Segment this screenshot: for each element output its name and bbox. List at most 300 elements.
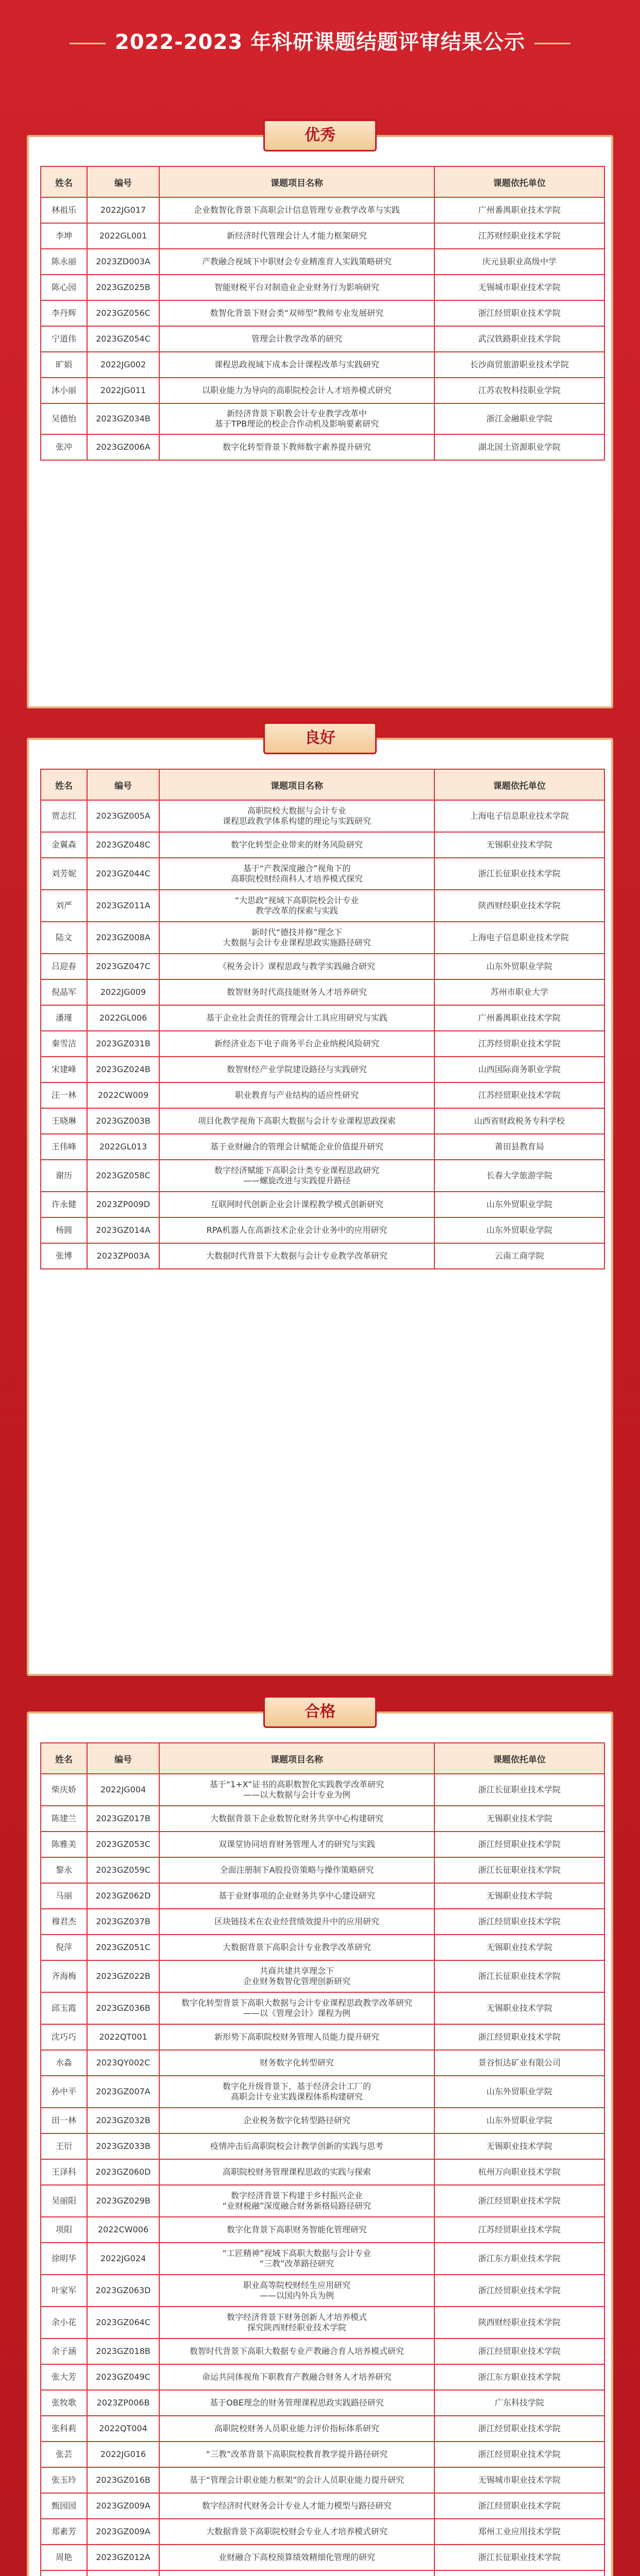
cell-project: “大思政”视域下高职院校会计专业 教学改革的探索与实践	[159, 890, 434, 922]
table-row	[41, 197, 604, 223]
cell-project	[159, 2570, 434, 2576]
cell-name: 贾志红	[41, 800, 87, 832]
table-row	[41, 1909, 604, 1935]
cell-name: 柴庆娇	[41, 1774, 87, 1806]
section-badge: 良好	[263, 722, 377, 754]
cell-name: 王泽科	[41, 2159, 87, 2185]
cell-name: 倪晶军	[41, 979, 87, 1005]
cell-name: 王伟峰	[41, 1134, 87, 1160]
cell-project: 双课堂协同培育财务管理人才的研究与实践	[159, 1832, 434, 1857]
cell-name: 余子涵	[41, 2338, 87, 2364]
cell-unit: 无锡职业技术学院	[434, 1806, 604, 1832]
column-header: 课题依托单位	[434, 1743, 604, 1774]
table-row	[41, 858, 604, 890]
cell-name: 王晓琳	[41, 1108, 87, 1134]
table-row	[41, 2024, 604, 2050]
cell-code: 2022GL001	[87, 223, 159, 249]
cell-unit: 浙江长征职业技术学院	[434, 2545, 604, 2570]
table-row	[41, 352, 604, 378]
cell-unit: 庆元县职业高级中学	[434, 249, 604, 275]
cell-name: 陈建兰	[41, 1806, 87, 1832]
cell-code: 2023GZ018B	[87, 2338, 159, 2364]
cell-unit: 武汉铁路职业技术学院	[434, 326, 604, 352]
cell-name: 张冲	[41, 434, 87, 460]
cell-name: 田一林	[41, 2108, 87, 2133]
column-header: 课题项目名称	[159, 1743, 434, 1774]
cell-project: 疫情冲击后高职院校会计教学创新的实践与思考	[159, 2133, 434, 2159]
table-row	[41, 2519, 604, 2545]
cell-code: 2023GZ005A	[87, 800, 159, 832]
cell-code: 2023GZ009A	[87, 2519, 159, 2545]
cell-project: 职业教育与产业结构的适应性研究	[159, 1082, 434, 1108]
cell-unit: 上海电子信息职业技术学院	[434, 922, 604, 954]
title-decoration-left	[70, 43, 106, 44]
cell-project: 全面注册制下A股投资策略与操作策略研究	[159, 1857, 434, 1883]
cell-code: 2023GZ044C	[87, 858, 159, 890]
cell-unit: 郑州工业应用技术学院	[434, 2519, 604, 2545]
title-decoration-right	[534, 43, 570, 44]
table-row	[41, 2108, 604, 2133]
cell-name: 秦雪洁	[41, 1031, 87, 1057]
cell-unit: 浙江经贸职业技术学院	[434, 2275, 604, 2307]
table-row	[41, 890, 604, 922]
cell-unit: 陕西财经职业技术学院	[434, 890, 604, 922]
cell-project: 基于OBE理念的财务管理课程思政实践路径研究	[159, 2390, 434, 2416]
table-row	[41, 2338, 604, 2364]
cell-code: 2023GZ007A	[87, 2076, 159, 2108]
cell-project: 产教融合视域下中职财会专业精准育人实践策略研究	[159, 249, 434, 275]
cell-project: 数智财务时代高技能财务人才培养研究	[159, 979, 434, 1005]
table-row	[41, 2133, 604, 2159]
column-header: 课题依托单位	[434, 166, 604, 197]
cell-code: 2023GZ056C	[87, 300, 159, 326]
table-row	[41, 1857, 604, 1883]
cell-code: 2023GZ060D	[87, 2159, 159, 2185]
cell-project: 区块链技术在农业经营绩效提升中的应用研究	[159, 1909, 434, 1935]
cell-unit: 江苏经贸职业技术学院	[434, 1082, 604, 1108]
table-row	[41, 378, 604, 403]
cell-name: 沐小丽	[41, 378, 87, 403]
cell-unit: 山东外贸职业学院	[434, 1217, 604, 1243]
cell-code: 2022GL006	[87, 1005, 159, 1031]
table-row	[41, 922, 604, 954]
cell-code: 2023GZ032B	[87, 2108, 159, 2133]
results-table	[40, 769, 605, 1269]
column-header: 姓名	[41, 769, 87, 800]
cell-project: 大数据背景下高职院校财会专业人才培养模式研究	[159, 2519, 434, 2545]
cell-code: 2023ZP006B	[87, 2390, 159, 2416]
cell-name: 林祖乐	[41, 197, 87, 223]
column-header: 编号	[87, 769, 159, 800]
cell-project: 企业税务数字化转型路径研究	[159, 2108, 434, 2133]
column-header: 课题依托单位	[434, 769, 604, 800]
cell-code: 2023GZ049C	[87, 2364, 159, 2390]
cell-unit: 杭州万向职业技术学院	[434, 2159, 604, 2185]
cell-unit: 无锡职业技术学院	[434, 1935, 604, 1960]
cell-unit: 江苏财经职业技术学院	[434, 223, 604, 249]
cell-code: 2023GZ036B	[87, 1992, 159, 2024]
table-row	[41, 2364, 604, 2390]
cell-code: 2023GZ058C	[87, 1160, 159, 1192]
table-row	[41, 1217, 604, 1243]
table-row	[41, 1134, 604, 1160]
cell-unit: 苏州市职业大学	[434, 979, 604, 1005]
cell-name: 穆君杰	[41, 1909, 87, 1935]
cell-code: 2023GZ054C	[87, 326, 159, 352]
cell-unit: 云南工商学院	[434, 1243, 604, 1269]
column-header: 姓名	[41, 1743, 87, 1774]
cell-project: “三教”改革背景下高职院校教育教学提升路径研究	[159, 2442, 434, 2467]
cell-project: 基于“管理会计职业能力框架”的会计人员职业能力提升研究	[159, 2467, 434, 2493]
table-row	[41, 2243, 604, 2275]
section-badge: 合格	[263, 1696, 377, 1728]
cell-unit: 浙江长征职业技术学院	[434, 1774, 604, 1806]
cell-name: 宋建峰	[41, 1057, 87, 1082]
table-row	[41, 2442, 604, 2467]
cell-unit: 无锡城市职业技术学院	[434, 275, 604, 300]
cell-name: 旷娟	[41, 352, 87, 378]
cell-name: 张芸	[41, 2442, 87, 2467]
cell-unit: 浙江长征职业技术学院	[434, 1857, 604, 1883]
cell-code: 2023GZ048C	[87, 832, 159, 858]
cell-unit: 无锡职业技术学院	[434, 2133, 604, 2159]
table-row	[41, 1935, 604, 1960]
cell-name: 王衍	[41, 2133, 87, 2159]
cell-name: 沈巧巧	[41, 2024, 87, 2050]
cell-code: 2022GL013	[87, 1134, 159, 1160]
cell-name: 叶家军	[41, 2275, 87, 2307]
table-row	[41, 2307, 604, 2338]
cell-name	[41, 2570, 87, 2576]
table-row	[41, 1031, 604, 1057]
cell-unit: 广州番禺职业技术学院	[434, 1005, 604, 1031]
cell-project: 基于业财融合的管理会计赋能企业价值提升研究	[159, 1134, 434, 1160]
cell-unit: 浙江经贸职业技术学院	[434, 2416, 604, 2442]
cell-project: 互联网时代创新企业会计课程教学模式创新研究	[159, 1192, 434, 1217]
cell-project: 大数据时代背景下大数据与会计专业教学改革研究	[159, 1243, 434, 1269]
column-header: 姓名	[41, 166, 87, 197]
cell-name: 张玉玲	[41, 2467, 87, 2493]
cell-code: 2023GZ053C	[87, 1832, 159, 1857]
table-row	[41, 1082, 604, 1108]
cell-name: 李丹辉	[41, 300, 87, 326]
table-header-row	[41, 166, 604, 197]
cell-unit: 山西国际商务职业学院	[434, 1057, 604, 1082]
cell-name: 水淼	[41, 2050, 87, 2076]
cell-code: 2023GZ022B	[87, 1960, 159, 1992]
table-row	[41, 223, 604, 249]
cell-code: 2022CW006	[87, 2217, 159, 2243]
table-header-row	[41, 769, 604, 800]
cell-project: 新形势下高职院校财务管理人员能力提升研究	[159, 2024, 434, 2050]
cell-code: 2023GZ064C	[87, 2307, 159, 2338]
cell-name: 李坤	[41, 223, 87, 249]
cell-project: 基于业财事项的企业财务共享中心建设研究	[159, 1883, 434, 1909]
cell-unit: 山东外贸职业学院	[434, 1192, 604, 1217]
cell-project: 企业数智化背景下高职会计信息管理专业教学改革与实践	[159, 197, 434, 223]
cell-unit: 无锡城市职业技术学院	[434, 2467, 604, 2493]
cell-code: 2023GZ006A	[87, 434, 159, 460]
cell-name: 张博	[41, 1243, 87, 1269]
column-header: 编号	[87, 166, 159, 197]
cell-name: 项阳	[41, 2217, 87, 2243]
cell-unit	[434, 2570, 604, 2576]
table-row	[41, 1960, 604, 1992]
cell-project: 课程思政视域下成本会计课程改革与实践研究	[159, 352, 434, 378]
cell-project: 管理会计教学改革的研究	[159, 326, 434, 352]
table-row	[41, 1108, 604, 1134]
cell-code: 2022JG017	[87, 197, 159, 223]
cell-project: 数字经济背景下构建于乡村振兴企业 “业财税融”深度融合财务新格局路径研究	[159, 2185, 434, 2217]
cell-unit: 山东外贸职业学院	[434, 2076, 604, 2108]
cell-code: 2023GZ063D	[87, 2275, 159, 2307]
cell-name: 陈心园	[41, 275, 87, 300]
cell-name: 周艳	[41, 2545, 87, 2570]
cell-name: 谢历	[41, 1160, 87, 1192]
cell-project: 智能财税平台对制造业企业财务行为影响研究	[159, 275, 434, 300]
column-header: 编号	[87, 1743, 159, 1774]
table-row	[41, 2390, 604, 2416]
cell-project: RPA机器人在高新技术企业会计业务中的应用研究	[159, 1217, 434, 1243]
cell-name: 张牧歌	[41, 2390, 87, 2416]
table-row	[41, 2050, 604, 2076]
cell-project: 数字化升级背景下，基于经济会计工厂的 高职会计专业实践课程体系构建研究	[159, 2076, 434, 2108]
cell-code: 2023GZ034B	[87, 403, 159, 434]
cell-name: 刘严	[41, 890, 87, 922]
cell-name: 宁道伟	[41, 326, 87, 352]
cell-name: 马丽	[41, 1883, 87, 1909]
cell-unit: 浙江长征职业技术学院	[434, 1960, 604, 1992]
table-row	[41, 979, 604, 1005]
table-row	[41, 1160, 604, 1192]
cell-project: 大数据背景下高职会计专业教学改革研究	[159, 1935, 434, 1960]
cell-unit: 山东外贸职业学院	[434, 954, 604, 979]
results-table	[40, 1742, 605, 2576]
cell-name: 余小花	[41, 2307, 87, 2338]
cell-name: 孙中平	[41, 2076, 87, 2108]
cell-project: 新时代“德技并修”理念下 大数据与会计专业课程思政实施路径研究	[159, 922, 434, 954]
cell-unit: 浙江经贸职业技术学院	[434, 1909, 604, 1935]
cell-name: 甄园园	[41, 2493, 87, 2519]
cell-name: 张大芳	[41, 2364, 87, 2390]
cell-project: 数字化转型企业带来的财务风险研究	[159, 832, 434, 858]
cell-code: 2022QT001	[87, 2024, 159, 2050]
table-row	[41, 2159, 604, 2185]
cell-project: 数智化背景下财会类“双师型”教师专业发展研究	[159, 300, 434, 326]
cell-name: 陈永丽	[41, 249, 87, 275]
table-row	[41, 1243, 604, 1269]
cell-code: 2022JG011	[87, 378, 159, 403]
cell-unit: 无锡职业技术学院	[434, 1883, 604, 1909]
table-row	[41, 2545, 604, 2570]
cell-project: 以职业能力为导向的高职院校会计人才培养模式研究	[159, 378, 434, 403]
cell-unit: 江苏农牧科技职业学院	[434, 378, 604, 403]
cell-unit: 广州番禺职业技术学院	[434, 197, 604, 223]
cell-name: 张科莉	[41, 2416, 87, 2442]
cell-name: 金翼森	[41, 832, 87, 858]
cell-code: 2023GZ017B	[87, 1806, 159, 1832]
cell-code: 2023GZ062D	[87, 1883, 159, 1909]
cell-name: 郑素芳	[41, 2519, 87, 2545]
cell-code: 2023GZ059C	[87, 1857, 159, 1883]
cell-unit: 莆田县教育局	[434, 1134, 604, 1160]
panel-pass	[27, 1703, 613, 2576]
table-row	[41, 2275, 604, 2307]
cell-name: 徐明华	[41, 2243, 87, 2275]
table-row	[41, 275, 604, 300]
cell-project: 数字化背景下高职财务智能化管理研究	[159, 2217, 434, 2243]
results-table	[40, 166, 605, 461]
cell-project: 新经济时代管理会计人才能力框架研究	[159, 223, 434, 249]
cell-unit: 无锡职业技术学院	[434, 832, 604, 858]
cell-project: 数智时代背景下高职大数据专业产教融合育人培养模式研究	[159, 2338, 434, 2364]
cell-project: 《税务会计》课程思政与教学实践融合研究	[159, 954, 434, 979]
cell-project: 大数据背景下企业数智化财务共享中心构建研究	[159, 1806, 434, 1832]
table-row	[41, 403, 604, 434]
cell-project: 数字经济时代财务会计专业人才能力模型与路径研究	[159, 2493, 434, 2519]
cell-code: 2023GZ031B	[87, 1031, 159, 1057]
cell-unit: 浙江经贸职业技术学院	[434, 2442, 604, 2467]
cell-code: 2023GZ009A	[87, 2493, 159, 2519]
panel-good	[27, 729, 613, 1676]
cell-name: 潘瑾	[41, 1005, 87, 1031]
cell-code: 2023GZ003B	[87, 1108, 159, 1134]
table-row	[41, 832, 604, 858]
cell-unit: 江苏经贸职业技术学院	[434, 1031, 604, 1057]
table-row	[41, 954, 604, 979]
column-header: 课题项目名称	[159, 769, 434, 800]
cell-project: 高职院校大数据与会计专业 课程思政教学体系构建的理论与实践研究	[159, 800, 434, 832]
cell-project: 新经济业态下电子商务平台企业纳税风险研究	[159, 1031, 434, 1057]
table-row	[41, 2570, 604, 2576]
cell-unit: 浙江经贸职业技术学院	[434, 2024, 604, 2050]
cell-unit: 江苏经贸职业技术学院	[434, 2217, 604, 2243]
cell-unit: 浙江东方职业技术学院	[434, 2364, 604, 2390]
cell-code: 2023ZD003A	[87, 249, 159, 275]
cell-code: 2022JG002	[87, 352, 159, 378]
cell-project: 数字经济赋能下高职会计类专业课程思政研究 ——螺旋改进与实践提升路径	[159, 1160, 434, 1192]
cell-project: 新经济背景下职教会计专业教学改革中 基于TPB理论的校企合作动机及影响要素研究	[159, 403, 434, 434]
cell-code: 2023GZ011A	[87, 890, 159, 922]
cell-project: 业财融合下高校预算绩效精细化管理的研究	[159, 2545, 434, 2570]
cell-unit: 广东科技学院	[434, 2390, 604, 2416]
cell-code: 2023GZ024B	[87, 1057, 159, 1082]
cell-project: 命运共同体视角下职教育产教融合财务人才培养研究	[159, 2364, 434, 2390]
table-row	[41, 800, 604, 832]
cell-code: 2022JG024	[87, 2243, 159, 2275]
cell-project: 财务数字化转型研究	[159, 2050, 434, 2076]
cell-name: 黎永	[41, 1857, 87, 1883]
cell-code: 2022CW009	[87, 1082, 159, 1108]
cell-name: 吴丽阳	[41, 2185, 87, 2217]
cell-unit: 浙江东方职业技术学院	[434, 2243, 604, 2275]
cell-project: 数智财经产业学院建设路径与实践研究	[159, 1057, 434, 1082]
table-row	[41, 2467, 604, 2493]
cell-name: 邱玉霞	[41, 1992, 87, 2024]
table-row	[41, 1192, 604, 1217]
section-badge: 优秀	[263, 120, 377, 151]
table-row	[41, 2493, 604, 2519]
cell-name: 刘芳妮	[41, 858, 87, 890]
cell-name: 齐海梅	[41, 1960, 87, 1992]
cell-code: 2023GZ014A	[87, 1217, 159, 1243]
cell-code: 2023QY002C	[87, 2050, 159, 2076]
table-row	[41, 1832, 604, 1857]
table-row	[41, 1806, 604, 1832]
cell-name: 杨圆	[41, 1217, 87, 1243]
cell-code: 2023GZ033B	[87, 2133, 159, 2159]
cell-unit: 浙江经贸职业技术学院	[434, 1832, 604, 1857]
cell-name: 陆文	[41, 922, 87, 954]
cell-unit: 景谷恒达矿业有限公司	[434, 2050, 604, 2076]
cell-unit: 浙江经贸职业技术学院	[434, 2493, 604, 2519]
cell-unit: 长春大学旅游学院	[434, 1160, 604, 1192]
cell-code: 2022JG009	[87, 979, 159, 1005]
cell-project: 基于“产教深度融合”视角下的 高职院校财经商科人才培养模式探究	[159, 858, 434, 890]
cell-code: 2023GZ025B	[87, 275, 159, 300]
table-row	[41, 300, 604, 326]
column-header: 课题项目名称	[159, 166, 434, 197]
cell-unit: 浙江金融职业学院	[434, 403, 604, 434]
table-row	[41, 1005, 604, 1031]
cell-unit: 陕西财经职业技术学院	[434, 2307, 604, 2338]
table-row	[41, 1057, 604, 1082]
cell-project: 基于企业社会责任的管理会计工具应用研究与实践	[159, 1005, 434, 1031]
table-row	[41, 1992, 604, 2024]
cell-code: 2022JG004	[87, 1774, 159, 1806]
cell-project: 数字经济背景下财务创新人才培养模式 探究陕西财经职业技术学院	[159, 2307, 434, 2338]
cell-unit: 上海电子信息职业技术学院	[434, 800, 604, 832]
cell-code: 2023GZ008A	[87, 922, 159, 954]
table-row	[41, 1883, 604, 1909]
cell-code: 2023GZ012A	[87, 2545, 159, 2570]
cell-unit: 浙江经贸职业技术学院	[434, 300, 604, 326]
table-row	[41, 434, 604, 460]
cell-project: 高职院校财务人员职业能力评价指标体系研究	[159, 2416, 434, 2442]
cell-project: “工匠精神”视域下高职大数据与会计专业 “三教”改革路径研究	[159, 2243, 434, 2275]
cell-unit: 浙江经贸职业技术学院	[434, 2338, 604, 2364]
cell-unit: 长沙商贸旅游职业技术学院	[434, 352, 604, 378]
cell-code: 2022JG016	[87, 2442, 159, 2467]
cell-code: 2023GZ037B	[87, 1909, 159, 1935]
cell-name: 吴德怡	[41, 403, 87, 434]
cell-name: 陈雅美	[41, 1832, 87, 1857]
table-header-row	[41, 1743, 604, 1774]
cell-code: 2023ZP009D	[87, 1192, 159, 1217]
cell-project: 项目化教学视角下高职大数据与会计专业课程思政探索	[159, 1108, 434, 1134]
panel-excellent	[27, 126, 613, 708]
table-row	[41, 326, 604, 352]
table-row	[41, 249, 604, 275]
cell-code: 2023GZ029B	[87, 2185, 159, 2217]
table-row	[41, 2217, 604, 2243]
cell-unit: 山西省财政税务专科学校	[434, 1108, 604, 1134]
cell-project: 数字化转型背景下教师数字素养提升研究	[159, 434, 434, 460]
table-row	[41, 1774, 604, 1806]
cell-unit: 浙江经贸职业技术学院	[434, 2185, 604, 2217]
cell-name: 吕迎春	[41, 954, 87, 979]
cell-unit: 湖北国土资源职业学院	[434, 434, 604, 460]
table-row	[41, 2416, 604, 2442]
table-row	[41, 2185, 604, 2217]
cell-project: 职业高等院校财经生应用研究 ——以国内外兵为例	[159, 2275, 434, 2307]
cell-project: 基于“1+X”证书的高职数智化实践教学改革研究 ——以大数据与会计专业为例	[159, 1774, 434, 1806]
cell-unit: 山东外贸职业学院	[434, 2108, 604, 2133]
cell-project: 数字化转型背景下高职大数据与会计专业课程思政教学改革研究 ——以《管理会计》课程为例	[159, 1992, 434, 2024]
table-row	[41, 2076, 604, 2108]
cell-name: 倪萍	[41, 1935, 87, 1960]
cell-name: 许永健	[41, 1192, 87, 1217]
